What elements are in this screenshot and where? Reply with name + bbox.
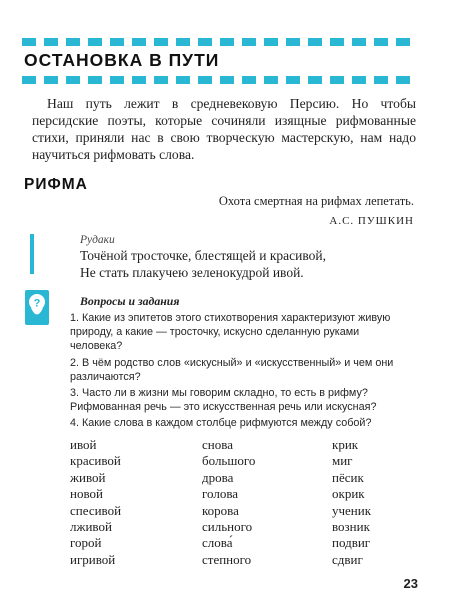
divider-dash <box>110 76 124 84</box>
word: подвиг <box>332 535 371 551</box>
divider-dash <box>154 38 168 46</box>
task-4: 4. Какие слова в каждом столбце рифмуются между собой? <box>70 417 372 429</box>
svg-text:?: ? <box>33 297 41 310</box>
poem-author: Рудаки <box>80 234 115 246</box>
rhyme-heading: РИФМА <box>24 176 88 193</box>
divider-dash <box>44 38 58 46</box>
divider-dash <box>396 76 410 84</box>
divider-dash <box>176 76 190 84</box>
word: степного <box>202 551 252 567</box>
intro-paragraph: Наш путь лежит в средневековую Персию. Но чтобы персидские поэты, которые сочиняли изящные рифмованные стихи, приняли нас в свою творческую мастерскую, нам надо научиться рифмовать слова. <box>32 96 416 162</box>
divider-dash <box>374 38 388 46</box>
divider-dash <box>88 76 102 84</box>
word: крик <box>332 437 359 452</box>
divider-dash <box>286 38 300 46</box>
divider-dash <box>88 38 102 46</box>
divider-dash <box>66 76 80 84</box>
divider-dash <box>22 76 36 84</box>
word: возник <box>332 519 370 535</box>
divider-dash <box>352 38 366 46</box>
task-1: 1. Какие из эпитетов этого стихотворения характеризуют живую природу, а какие — тросточку, искусно сделанную руками человека? <box>70 312 391 353</box>
divider-dash <box>374 76 388 84</box>
divider-dash <box>352 76 366 84</box>
page-number: 23 <box>403 576 418 591</box>
divider-dash <box>330 76 344 84</box>
divider-dash <box>198 76 212 84</box>
word: слова́ <box>202 535 233 551</box>
divider-dash <box>44 76 58 84</box>
divider-dash <box>242 38 256 46</box>
divider-dash <box>264 38 278 46</box>
divider-dash <box>264 76 278 84</box>
word: горой <box>70 535 102 551</box>
quote-bar <box>30 234 34 274</box>
word: красивой <box>70 453 121 469</box>
word: сдвиг <box>332 551 363 567</box>
divider-dash <box>22 38 36 46</box>
word: большого <box>202 453 256 469</box>
divider-dash <box>220 76 234 84</box>
divider-dash <box>176 38 190 46</box>
divider-dash <box>242 76 256 84</box>
epigraph-author: А.С. ПУШКИН <box>329 215 414 227</box>
word: игривой <box>70 551 116 567</box>
task-3: 3. Часто ли в жизни мы говорим складно, то есть в рифму? Рифмованная речь — это искусственная речь или искусная? <box>70 387 377 414</box>
word: спесивой <box>70 502 122 518</box>
word-column-1 <box>70 437 121 568</box>
word: миг <box>332 453 353 469</box>
poem-line-2: Не стать плакучею зеленокудрой ивой. <box>80 265 304 280</box>
poem-line-1: Точёной тросточке, блестящей и красивой, <box>80 248 327 263</box>
divider-dash <box>330 38 344 46</box>
divider-dash <box>396 38 410 46</box>
word: живой <box>70 469 106 485</box>
word: лживой <box>70 519 112 535</box>
task-2: 2. В чём родство слов «искусный» и «искусственный» и чем они различаются? <box>70 357 394 384</box>
divider-dash <box>286 76 300 84</box>
divider-dash <box>110 38 124 46</box>
questions-heading: Вопросы и задания <box>80 294 180 308</box>
word: окрик <box>332 486 365 502</box>
divider-dash <box>154 76 168 84</box>
word-column-2 <box>202 437 255 568</box>
divider-dash <box>308 76 322 84</box>
word: пёсик <box>332 469 364 485</box>
divider-dash <box>132 38 146 46</box>
divider-dash <box>220 38 234 46</box>
top-divider <box>22 38 418 46</box>
divider-dash <box>132 76 146 84</box>
section-title: ОСТАНОВКА В ПУТИ <box>24 50 220 70</box>
divider-dash <box>66 38 80 46</box>
word-column-3 <box>332 437 371 568</box>
word: ивой <box>70 437 97 452</box>
divider-dash <box>308 38 322 46</box>
word: дрова <box>202 469 234 485</box>
epigraph-text: Охота смертная на рифмах лепетать. <box>218 194 414 208</box>
word: сильного <box>202 519 253 535</box>
word: снова <box>202 437 233 452</box>
word: новой <box>70 486 103 502</box>
divider-dash <box>198 38 212 46</box>
question-head-icon <box>25 290 49 325</box>
bottom-divider <box>22 76 418 84</box>
word: ученик <box>332 502 372 518</box>
word: голова <box>202 486 239 502</box>
word: корова <box>202 502 239 518</box>
